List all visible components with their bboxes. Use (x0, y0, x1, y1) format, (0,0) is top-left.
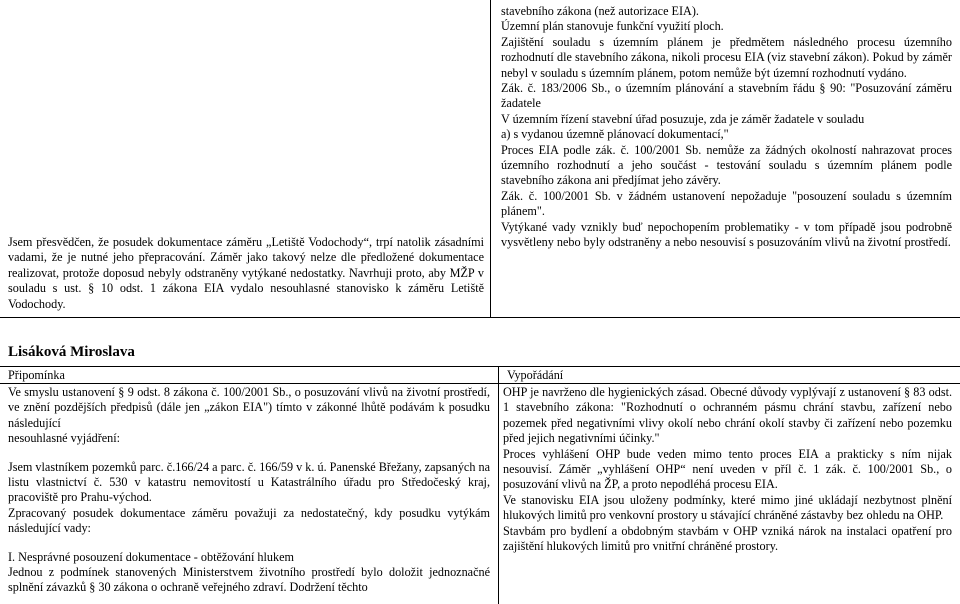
paragraph: Zajištění souladu s územním plánem je předmětem následného procesu územního rozhodnutí dle stavebního zákona, nikoli procesu EIA (viz stavební zákon). Pokud by záměr nebyl v souladu s územním plánem, potom nemůže být územní rozhodnutí vydáno. (501, 34, 952, 80)
column-header-comment (0, 366, 499, 384)
top-left-cell (0, 0, 491, 318)
top-right-cell (491, 0, 960, 318)
column-header-label: Připomínka (8, 368, 65, 382)
paragraph: a) s vydanou územně plánovací dokumentací," (501, 127, 729, 142)
paragraph: Proces EIA podle zák. č. 100/2001 Sb. nemůže za žádných okolností nahrazovat proces územního rozhodnutí a jeho součást - testování souladu s územním plánem podle stavebního zákona ani předjímat jeho závěry. (501, 142, 952, 188)
column-header-response (499, 366, 960, 384)
paragraph: stavebního zákona (než autorizace EIA). (501, 4, 699, 18)
paragraph: Územní plán stanovuje funkční využití ploch. (501, 19, 724, 34)
paragraph: Zák. č. 183/2006 Sb., o územním plánování a stavebním řádu § 90: "Posuzování záměru žadatele (501, 81, 952, 111)
paragraph: Zák. č. 100/2001 Sb. v žádném ustanovení nepožaduje "posouzení souladu s územním plánem". (501, 188, 952, 219)
paragraph: Vytýkané vady vznikly buď nepochopením problematiky - v tom případě jsou podrobně vysvětleny nebo byly odstraněny a nebo nesouvisí s posuzováním vlivů na životní prostředí. (501, 219, 952, 250)
comment-cell (0, 384, 499, 604)
response-body (503, 385, 952, 554)
paragraph: Jednou z podmínek stanovených Ministerstvem životního prostředí bylo doložit jednoznačné splnění závazků § 30 zákona o ochraně veřejného zdraví. Dodržení těchto (8, 565, 490, 595)
comment-body (8, 385, 490, 596)
paragraph: Ve smyslu ustanovení § 9 odst. 8 zákona č. 100/2001 Sb., o posuzování vlivů na životní prostředí, ve znění pozdějších předpisů (dále jen „zákon EIA") tímto v zákonné lhůtě podávám k posudku následující (8, 385, 490, 430)
paragraph: Stavbám pro bydlení a obdobným stavbám v OHP vzniká nárok na instalaci opatření pro zajištění hlukových limitů pro vnitřní chráněné prostory. (503, 523, 952, 554)
commenter-name: Lisáková Miroslava (8, 344, 135, 360)
response-cell (499, 384, 960, 604)
paragraph: I. Nesprávné posouzení dokumentace - obtěžování hlukem (8, 549, 294, 564)
paragraph: Ve stanovisku EIA jsou uloženy podmínky, které mimo jiné ukládají nezbytnost plnění hlukových limitů pro venkovní prostory u stávající chráněné zástavby bez ohledu na OHP. (503, 492, 952, 523)
paragraph: Proces vyhlášení OHP bude veden mimo tento proces EIA a prakticky s ním nijak nesouvisí. Záměr „vyhlášení OHP“ není uveden v příl č. 1 zák. č. 100/2001 Sb., o posuzování vlivů na ŽP, a proto nepodléhá procesu EIA. (503, 446, 952, 492)
paragraph: V územním řízení stavební úřad posuzuje, zda je záměr žadatele v souladu (501, 111, 865, 126)
column-header-label: Vypořádání (507, 368, 564, 382)
paragraph: nesouhlasné vyjádření: (8, 431, 121, 446)
paragraph: Zpracovaný posudek dokumentace záměru považuji za nedostatečný, kdy posudku vytýkám následující vady: (8, 505, 490, 536)
response-text (501, 4, 952, 251)
paragraph: Jsem vlastníkem pozemků parc. č.166/24 a parc. č. 166/59 v k. ú. Panenské Břežany, zapsaných na listu vlastnictví č. 530 v katastru nemovitostí u Katastrálního úřadu pro Středočeský kraj, pracoviště pro Prahu-východ. (8, 459, 490, 505)
paragraph: OHP je navrženo dle hygienických zásad. Obecné důvody vyplývají z ustanovení § 83 odst. 1 stavebního zákona: "Rozhodnutí o ochranném pásmu chrání stavbu, zařízení nebo pozemek před negativními vlivy okolí nebo chrání okolí stavby či zařízení nebo pozemku před jejich negativními účinky." (503, 385, 952, 446)
comment-text: Jsem přesvědčen, že posudek dokumentace záměru „Letiště Vodochody“, trpí natolik zásadními vadami, že je nutné jeho přepracování. Záměr jako takový nelze dle předložené dokumentace realizovat, protože doposud nebyly odstraněny vytýkané nedostatky. Navrhuji proto, aby MŽP v souladu s ust. § 10 odst. 1 zákona EIA vydalo nesouhlasné stanovisko k záměru Letiště Vodochody. (8, 235, 484, 311)
